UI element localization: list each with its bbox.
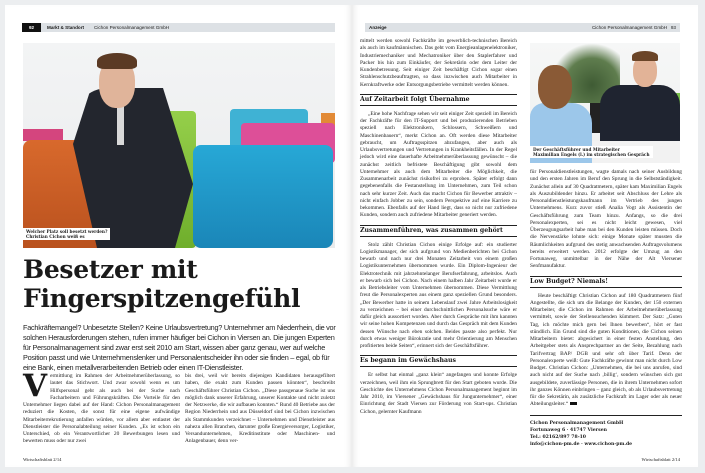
drop-cap: V (23, 368, 48, 404)
headline-line: Fingerspitzengefühl (23, 284, 301, 313)
contact-web: info@cichon-pm.de · www.cichon-pm.de (530, 442, 633, 448)
body-text: Heute beschäftigt Christian Cichon auf 180 Quadratmetern fünf Angestellte, die sich um die Belange der Kunden, der 150 externen Mitarbeiter, die Cichon im Rahmen der Arbeitnehmerüberlassung vermittelt, sowie der Stellensuchenden kümmert. Der Satz: „Guten Tag, ich möchte mich gern bei Ihnen bewerben“, hört er fast stündlich. Ein Grund sind die guten Konditionen, die Cichon seinen Mitarbeitern bietet: abgesichert in einer festen Anstellung, den Arbeitgeber stets als Ansprechpartner an der Seite, Bezahlung nach Tarifvertrag BAP/ DGB und sehr oft über Tarif. Denn der Personalexperte weiß: Gute Fachkräfte gewinnt man nicht durch Low Budget. Christian Cichon: „Unternehmen, die bei uns anrufen, sind auch nicht auf der Suche nach ‚billig‘, sondern wünschen sich gut ausgebildete, zuverlässige Personen, die in ihrem Unternehmen sofort ihr ganzes Können einbringen – ganz gleich, ob als Urlaubsvertretung für die Sekretärin, als zusätzliche Fachkraft im Lager oder als neuer Abteilungsleiter.“ (530, 292, 682, 408)
subheading: Zusammenführen, was zusammen gehört (360, 225, 517, 237)
company-name: Cichon Personalmanagement GmbH (94, 25, 170, 30)
page-footer: Wirtschaftsblatt 2/14 (641, 457, 680, 462)
body-text: Er selbst hat einmal „ganz klein“ angefangen und konnte Erfolge verzeichnen, weil ihm ein Sprungbrett für den Start geboten wurde. Die Geschichte des Unternehmens Cichon Personalmanagement beginnt im Jahr 2010, im Viersener „Gewächshaus für Jungunternehmer“, einer Einrichtung der Stadt Viersen zur Förderung von Start-ups. Christian Cichon, gelernter Kaufmann (360, 372, 517, 415)
body-column-1 (23, 368, 180, 446)
caption-line: Christian Cichon weiß es (26, 233, 85, 239)
caption-line: Maximilian Engels (l.) im strategischen Gespräch (533, 151, 650, 157)
section-title: Markt & Standort (47, 25, 85, 30)
body-column-2 (185, 373, 335, 446)
page-number: 92 (22, 23, 41, 32)
body-text: bis drei, weil wir bereits diejenigen Kandidaten herausgefiltert haben, die exakt zum Kunden passen könnten“, beschreibt Geschäftsführer Christian Cichon. „Diese passgenaue Suche ist uns möglich dank unserer Erfahrung, unserer Kontakte und nicht zuletzt der Netzwerke, die wir aufbauen konnten.“ Rund 40 Betriebe aus der Region Niederrhein und aus Düsseldorf sind bei Cichon inzwischen als Stammkunden verzeichnet – Unternehmen und Dienstleister aus nahezu allen Branchen, darunter große Energieversorger, Logistiker, Versandunternehmen, Kreditinstitute oder Maschinen- und Anlagenbauer, denn ver- (185, 373, 335, 445)
body-text: „Eine hohe Nachfrage sehen wir seit einiger Zeit speziell im Bereich der Fachkräfte für den IT-Support und bei produzierenden Betrieben speziell nach Elektronikern, Schlossern, Schweißern und Maschinenbauern“, merkt Cichon an. Oft werden diese Mitarbeiter gebraucht, um Auftragsspitzen abzufangen, aber auch als Urlaubsvertretungen und Vertretungen in Krankheitsfällen. In der Regel jedoch wird eine dauerhafte Arbeitnehmerüberlassung gewünscht – die zunächst zeitlich befristete Beschäftigung gibt sowohl dem Unternehmer als auch dem Mitarbeiter die Möglichkeit, die Zusammenarbeit zunächst risikofrei zu erproben. Später erfolgt dann gegebenenfalls die Festanstellung im Unternehmen, zum Teil schon nach sehr kurzer Zeit. Auch das macht Cichon für Bewerber attraktiv – nicht einfach Jobber zu sein, sondern Perspektive auf eine Karriere zu bekommen. Ebenfalls auf der Hand liegt, dass so nicht nur zufriedene Kunden, sondern auch zufriedene Mitarbeiter generiert werden. (360, 110, 517, 219)
subheading: Es begann im Gewächshaus (360, 355, 517, 367)
contact-name: Cichon Personalmanagement GmbH (530, 420, 624, 426)
left-page (5, 5, 352, 467)
headline-line: Besetzer mit (23, 255, 198, 284)
end-mark-icon (570, 402, 577, 406)
page-header (365, 23, 680, 32)
body-text: für Personaldienstleistungen, wagte damals nach seiner Ausbildung und den ersten Jahren im Beruf den Sprung in die Selbstständigkeit. Zunächst allein auf 30 Quadratmetern, später kam Maximilian Engels als Auszubildender hinzu. Er arbeitet seit Abschluss der Lehre als Personaldienstleistungskaufmann im Vertrieb des jungen Unternehmens. Kurz zuvor stieß Analia Vogt als Assistentin der Geschäftsführung zum Team hinzu. Anfangs, so die drei Personalexperten, sei es nicht leicht gewesen, viel Überzeugungsarbeit habe man bei den Kunden leisten müssen. Doch die Nervenstärke lohnte sich: einige Monate später mussten die Räumlichkeiten aufgrund des stetig anwachsenden Auftragsvolumens bereits erweitert werden. 2012 erfolgte der Umzug an den Fortunaweg, unmittelbar in der Nähe der Alt Viersener Senfmanufaktur. (530, 169, 682, 270)
photo-chairs (23, 43, 335, 248)
subheading: Auf Zeitarbeit folgt Übernahme (360, 94, 517, 106)
body-column-4 (530, 169, 682, 449)
body-column-3 (360, 38, 517, 416)
page-number: 93 (670, 25, 676, 30)
photo-caption (23, 228, 110, 240)
contact-address: Fortunaweg 6 · 41747 Viersen (530, 427, 607, 433)
caption-line: Welcher Platz soll besetzt werden? (26, 228, 108, 234)
subheading: Low Budget? Niemals! (530, 276, 682, 288)
photo-caption (530, 146, 653, 158)
page-footer: Wirtschaftsblatt 2/14 (23, 457, 62, 462)
intro-text: Fachkräftemangel? Unbesetzte Stellen? Keine Urlaubsvertretung? Unternehmer am Niederrhein, die vor solchen Herausforderungen stehen, rufen immer häufiger bei Cichon in Viersen an. Die jungen Experten für Personalmanagement sind zwar erst seit 2010 am Start, wissen aber ganz genau, wer auf welche Position passt und wie Unternehmenslenker und Personalentscheider ihn oder sie finden – egal, ob für eine Bank, einen metallverarbeitenden Betrieb oder einen IT-Dienstleister. (23, 323, 336, 372)
headline (23, 255, 300, 313)
right-page (352, 5, 698, 467)
body-text: ermittlung im Rahmen der Arbeitnehmerüberlassung, so lautet das Stichwort. Und zwar sowohl wenn es um Hilfspersonal geht als auch bei der Suche nach Facharbeitern und Führungskräften. Die Vorteile für den Unternehmer liegen dabei auf der Hand: Cichon Personalmanagement reduziert die Kosten, die sonst für eine eigene aufwändige Mitarbeiterrekrutierung anfallen würden, vor allem aber entlastet der Dienstleister die Personalabteilung seiner Kunden. „Es ist schon ein Unterschied, ob ein Verantwortlicher 20 Bewerbungen lesen und bewerten muss oder nur zwei (23, 373, 180, 445)
contact-block (530, 415, 682, 449)
body-text: mittelt werden sowohl Fachkräfte im gewerblich-technischen Bereich als auch im kaufmännischen. Das geht vom Energieanlagenelektroniker, Industriemechaniker und Mechatroniker über den Staplerfahrer und Packer bis hin zum Einkäufer, der Sekretärin oder dem Leiter der Kundenbetreuung. Seit einiger Zeit beschäftigt Cichon sogar einen Strahlenschutzbeauftragten, so dass inzwischen auch Mitarbeiter in Kernkraftwerke oder Entsorgungsbetriebe vermittelt werden können. (360, 38, 517, 88)
advert-label: Anzeige (369, 25, 387, 30)
contact-phone: Tel.: 02162/897 78-10 (530, 435, 586, 441)
body-text: Stolz zählt Christian Cichon einige Erfolge auf: ein studierter Logistikmanager, der sich aufgrund von Medienberichten bei Cichon bewarb und nach nur drei Monaten Zeitarbeit von einem großen Logistikunternehmen übernommen wurde. Ein Diplom-Ingenieur der Elektrotechnik mit jahrzehntelanger Berufserfahrung, arbeitslos. Auch er bewarb sich bei Cichon. Nach einem halben Jahr Zeitarbeit wurde er als Betriebsleiter vom Unternehmen übernommen. Diese Vermittlung freut die Personalexperten aus einem ganz speziellen Grund besonders. „Der Bewerber hatte in seinem Lebenslauf zwei Jahre Arbeitslosigkeit zu verzeichnen – bei einer durchschnittlichen Personalsuche wäre er dafür gleich aussortiert worden. Aber durch Gespräche mit ihm kannten wir seine hohen Kompetenzen und durch das Gespräch mit dem Kunden dessen Wünsche nach eben solchen. Beides passte also perfekt. Nur durch etwas weniger Bürokratie und mehr Orientierung am Menschen profitierten beide Seiten“, erinnert sich der Geschäftsführer. (360, 241, 517, 349)
company-name: Cichon Personalmanagement GmbH (591, 25, 668, 30)
caption-line: Der Geschäftsführer und Mitarbeiter (533, 146, 620, 152)
page-header (22, 23, 335, 32)
photo-meeting (530, 43, 680, 163)
